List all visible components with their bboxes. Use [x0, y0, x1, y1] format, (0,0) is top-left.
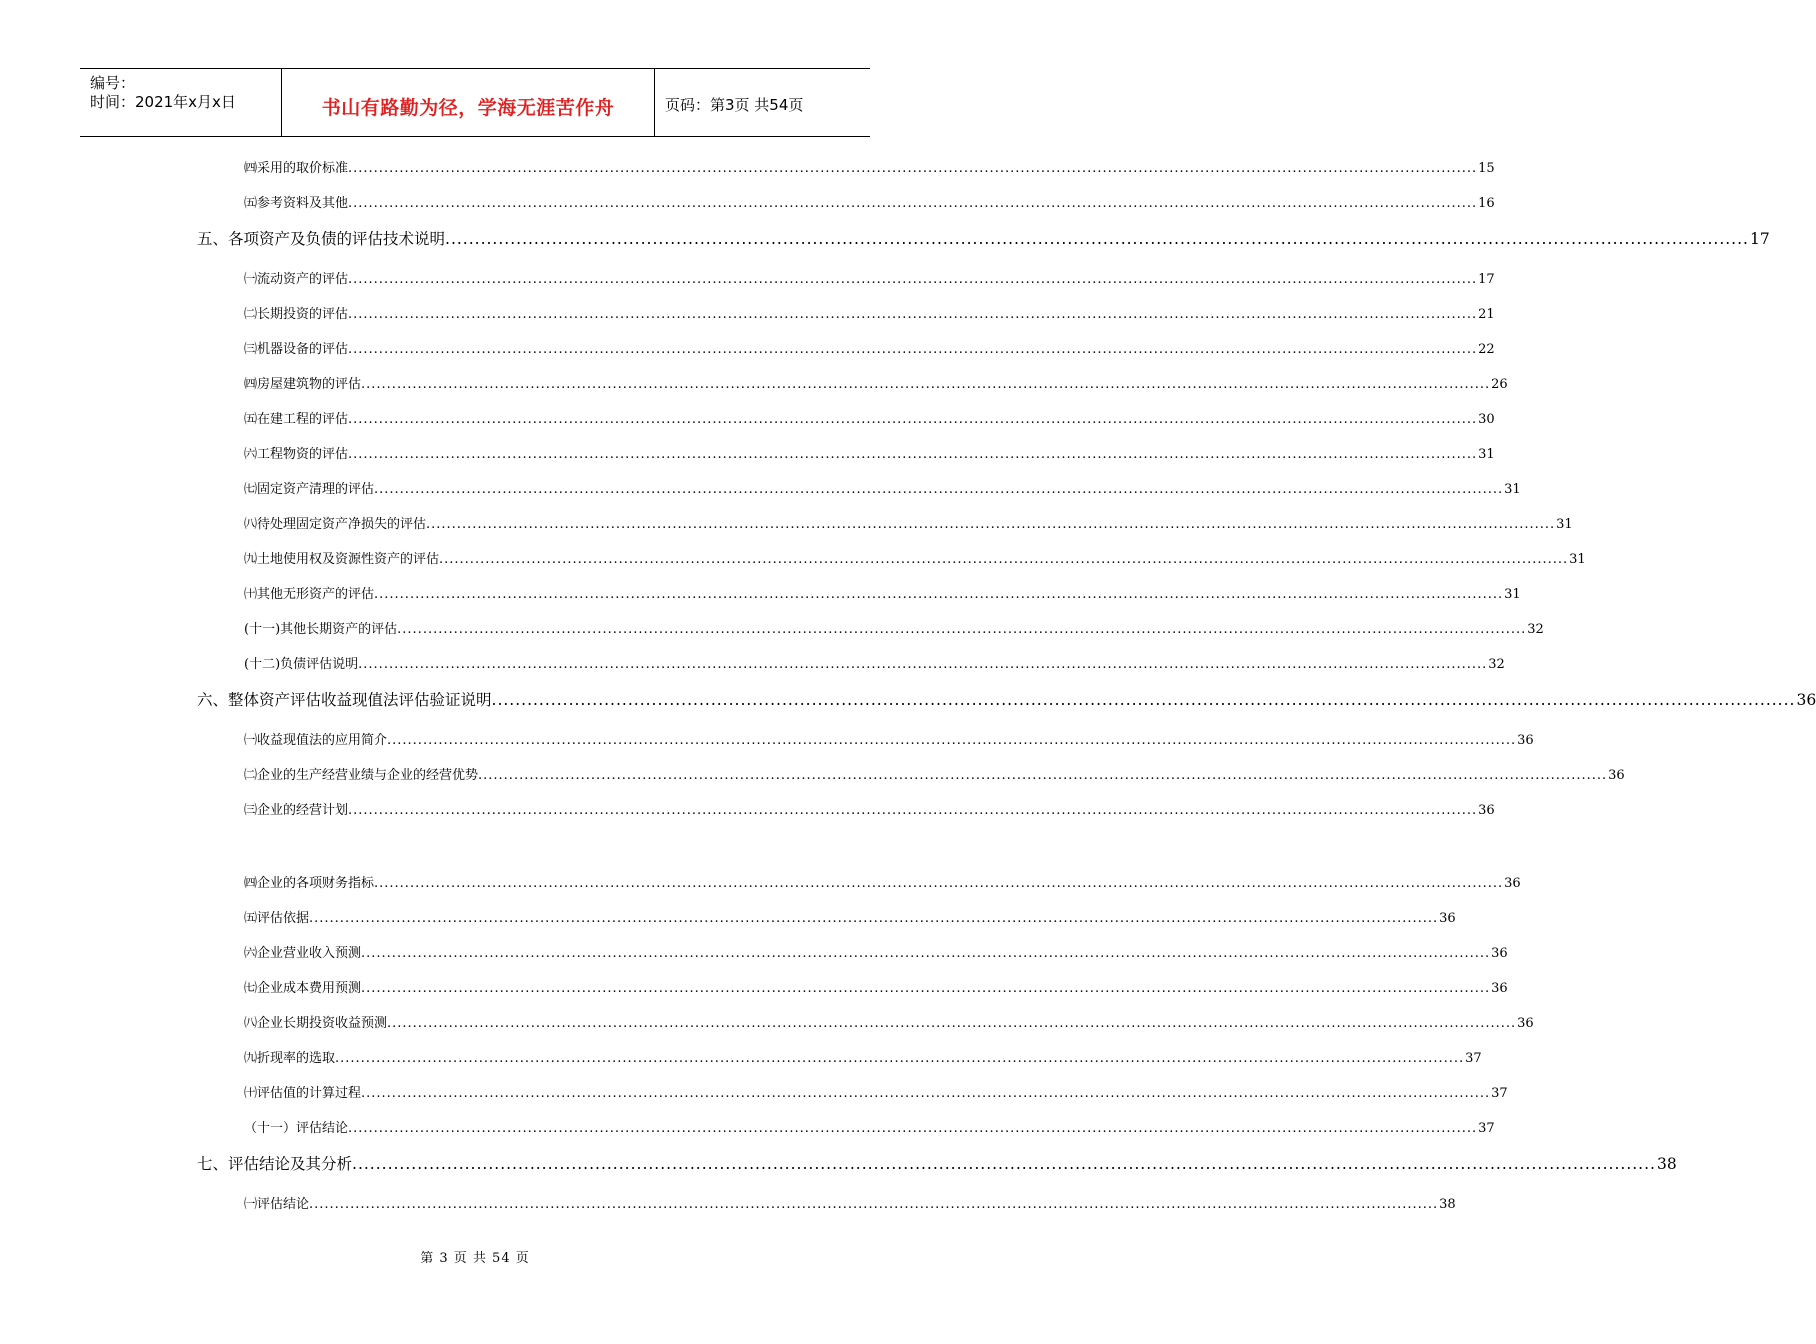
toc-entry-title: 六、整体资产评估收益现值法评估验证说明: [197, 691, 492, 709]
document-number-label: 编号：: [90, 74, 136, 92]
toc-entry-page-number: 37: [1478, 1121, 1495, 1136]
toc-entry-title: ㈩其他无形资产的评估: [244, 587, 375, 602]
toc-entry-page-number: 31: [1556, 517, 1573, 532]
header-page-number: 页码：第3页 共54页: [665, 96, 804, 114]
toc-dot-leader: ............................................................................................................................................................................................................................: [361, 1086, 1491, 1101]
toc-dot-leader: ............................................................................................................................................................................................................................: [445, 230, 1749, 248]
toc-entry-title: ㈠收益现值法的应用简介: [244, 733, 388, 748]
toc-dot-leader: ............................................................................................................................................................................................................................: [348, 342, 1478, 357]
toc-dot-leader: ............................................................................................................................................................................................................................: [361, 946, 1491, 961]
toc-section-entry[interactable]: [244, 408, 1495, 427]
toc-entry-title: ㈧待处理固定资产净损失的评估: [244, 517, 427, 532]
toc-section-entry[interactable]: [244, 653, 1505, 672]
toc-dot-leader: ............................................................................................................................................................................................................................: [335, 1051, 1465, 1066]
toc-entry-title: ㈦固定资产清理的评估: [244, 482, 375, 497]
toc-entry-page-number: 31: [1478, 447, 1495, 462]
toc-dot-leader: ............................................................................................................................................................................................................................: [387, 1016, 1517, 1031]
toc-dot-leader: ............................................................................................................................................................................................................................: [309, 911, 1439, 926]
toc-section-entry[interactable]: [244, 1117, 1495, 1136]
toc-entry-title: (十一)其他长期资产的评估: [244, 622, 398, 637]
toc-entry-title: (十二)负债评估说明: [244, 657, 359, 672]
toc-entry-title: ㈨土地使用权及资源性资产的评估: [244, 552, 440, 567]
toc-entry-title: ㈡企业的生产经营业绩与企业的经营优势: [244, 768, 479, 783]
document-time-label: 时间：2021年x月x日: [90, 93, 236, 111]
toc-section-entry[interactable]: [244, 1082, 1508, 1101]
toc-entry-page-number: 38: [1656, 1155, 1677, 1173]
toc-section-entry[interactable]: [244, 618, 1544, 637]
toc-dot-leader: ............................................................................................................................................................................................................................: [348, 161, 1478, 176]
toc-entry-page-number: 31: [1569, 552, 1586, 567]
toc-entry-title: ㈥工程物资的评估: [244, 447, 349, 462]
toc-dot-leader: ............................................................................................................................................................................................................................: [426, 517, 1556, 532]
toc-entry-page-number: 36: [1796, 691, 1816, 709]
toc-dot-leader: ............................................................................................................................................................................................................................: [361, 981, 1491, 996]
toc-dot-leader: ............................................................................................................................................................................................................................: [491, 691, 1796, 709]
toc-entry-title: ㈢企业的经营计划: [244, 803, 349, 818]
toc-section-entry[interactable]: [244, 478, 1521, 497]
toc-section-entry[interactable]: [244, 548, 1586, 567]
toc-entry-page-number: 31: [1504, 587, 1521, 602]
toc-dot-leader: ............................................................................................................................................................................................................................: [348, 1121, 1478, 1136]
toc-section-entry[interactable]: [244, 872, 1521, 891]
toc-section-entry[interactable]: [244, 583, 1521, 602]
toc-entry-page-number: 15: [1478, 161, 1495, 176]
toc-entry-page-number: 21: [1478, 307, 1495, 322]
toc-section-entry[interactable]: [244, 942, 1508, 961]
toc-dot-leader: ............................................................................................................................................................................................................................: [348, 412, 1478, 427]
toc-entry-page-number: 36: [1504, 876, 1521, 891]
toc-entry-page-number: 37: [1465, 1051, 1482, 1066]
toc-entry-title: ㈤在建工程的评估: [244, 412, 349, 427]
toc-entry-title: ㈡长期投资的评估: [244, 307, 349, 322]
toc-dot-leader: ............................................................................................................................................................................................................................: [348, 196, 1478, 211]
toc-dot-leader: ............................................................................................................................................................................................................................: [348, 272, 1478, 287]
toc-section-entry[interactable]: [244, 977, 1508, 996]
toc-entry-title: ㈣企业的各项财务指标: [244, 876, 375, 891]
toc-entry-title: ㈥企业营业收入预测: [244, 946, 362, 961]
toc-entry-page-number: 36: [1439, 911, 1456, 926]
toc-dot-leader: ............................................................................................................................................................................................................................: [348, 447, 1478, 462]
toc-section-entry[interactable]: [244, 764, 1625, 783]
toc-section-entry[interactable]: [244, 1012, 1534, 1031]
toc-dot-leader: ............................................................................................................................................................................................................................: [352, 1155, 1656, 1173]
toc-section-entry[interactable]: [244, 303, 1495, 322]
toc-entry-page-number: 36: [1478, 803, 1495, 818]
toc-entry-title: ㈣房屋建筑物的评估: [244, 377, 362, 392]
toc-section-entry[interactable]: [244, 907, 1456, 926]
toc-entry-page-number: 36: [1517, 733, 1534, 748]
toc-entry-title: ㈤参考资料及其他: [244, 196, 349, 211]
toc-entry-page-number: 17: [1478, 272, 1495, 287]
toc-section-entry[interactable]: [244, 338, 1495, 357]
page-footer: 第 3 页 共 54 页: [420, 1251, 530, 1266]
toc-section-entry[interactable]: [244, 192, 1495, 211]
toc-entry-title: ㈧企业长期投资收益预测: [244, 1016, 388, 1031]
toc-entry-page-number: 36: [1517, 1016, 1534, 1031]
toc-entry-page-number: 36: [1491, 946, 1508, 961]
toc-section-entry[interactable]: [244, 1193, 1456, 1212]
toc-dot-leader: ............................................................................................................................................................................................................................: [439, 552, 1569, 567]
toc-entry-page-number: 38: [1439, 1197, 1456, 1212]
toc-section-entry[interactable]: [244, 513, 1573, 532]
toc-entry-title: 五、各项资产及负债的评估技术说明: [197, 230, 446, 248]
toc-dot-leader: ............................................................................................................................................................................................................................: [358, 657, 1488, 672]
toc-section-entry[interactable]: [244, 268, 1495, 287]
toc-entry-title: 七、评估结论及其分析: [197, 1155, 353, 1173]
header-slogan: 书山有路勤为径，学海无涯苦作舟: [321, 97, 615, 119]
toc-dot-leader: ............................................................................................................................................................................................................................: [397, 622, 1527, 637]
header-meta-cell: [80, 69, 282, 136]
toc-entry-page-number: 17: [1749, 230, 1770, 248]
toc-dot-leader: ............................................................................................................................................................................................................................: [374, 876, 1504, 891]
toc-dot-leader: ............................................................................................................................................................................................................................: [348, 307, 1478, 322]
toc-entry-title: ㈤评估依据: [244, 911, 310, 926]
toc-dot-leader: ............................................................................................................................................................................................................................: [361, 377, 1491, 392]
toc-dot-leader: ............................................................................................................................................................................................................................: [309, 1197, 1439, 1212]
toc-section-entry[interactable]: [244, 373, 1508, 392]
toc-entry-title: ㈢机器设备的评估: [244, 342, 349, 357]
toc-entry-title: ㈠流动资产的评估: [244, 272, 349, 287]
toc-section-entry[interactable]: [244, 799, 1495, 818]
header-slogan-cell: [282, 69, 655, 136]
toc-entry-page-number: 32: [1527, 622, 1544, 637]
toc-entry-page-number: 31: [1504, 482, 1521, 497]
toc-entry-page-number: 30: [1478, 412, 1495, 427]
toc-dot-leader: ............................................................................................................................................................................................................................: [387, 733, 1517, 748]
page-header: [80, 68, 870, 137]
toc-entry-page-number: 32: [1488, 657, 1505, 672]
toc-chapter-entry[interactable]: [197, 688, 1816, 710]
toc-entry-page-number: 37: [1491, 1086, 1508, 1101]
toc-entry-page-number: 36: [1491, 981, 1508, 996]
toc-dot-leader: ............................................................................................................................................................................................................................: [478, 768, 1608, 783]
toc-chapter-entry[interactable]: [197, 1152, 1677, 1174]
toc-dot-leader: ............................................................................................................................................................................................................................: [348, 803, 1478, 818]
toc-entry-title: ㈩评估值的计算过程: [244, 1086, 362, 1101]
toc-dot-leader: ............................................................................................................................................................................................................................: [374, 482, 1504, 497]
toc-entry-title: （十一）评估结论: [244, 1121, 349, 1136]
toc-section-entry[interactable]: [244, 729, 1534, 748]
toc-section-entry[interactable]: [244, 157, 1495, 176]
toc-section-entry[interactable]: [244, 443, 1495, 462]
toc-entry-page-number: 36: [1608, 768, 1625, 783]
header-page-cell: [655, 69, 870, 136]
toc-entry-page-number: 16: [1478, 196, 1495, 211]
toc-entry-title: ㈦企业成本费用预测: [244, 981, 362, 996]
toc-entry-title: ㈨折现率的选取: [244, 1051, 336, 1066]
toc-chapter-entry[interactable]: [197, 227, 1770, 249]
toc-entry-title: ㈣采用的取价标准: [244, 161, 349, 176]
toc-entry-page-number: 26: [1491, 377, 1508, 392]
toc-dot-leader: ............................................................................................................................................................................................................................: [374, 587, 1504, 602]
toc-entry-page-number: 22: [1478, 342, 1495, 357]
toc-section-entry[interactable]: [244, 1047, 1482, 1066]
toc-entry-title: ㈠评估结论: [244, 1197, 310, 1212]
